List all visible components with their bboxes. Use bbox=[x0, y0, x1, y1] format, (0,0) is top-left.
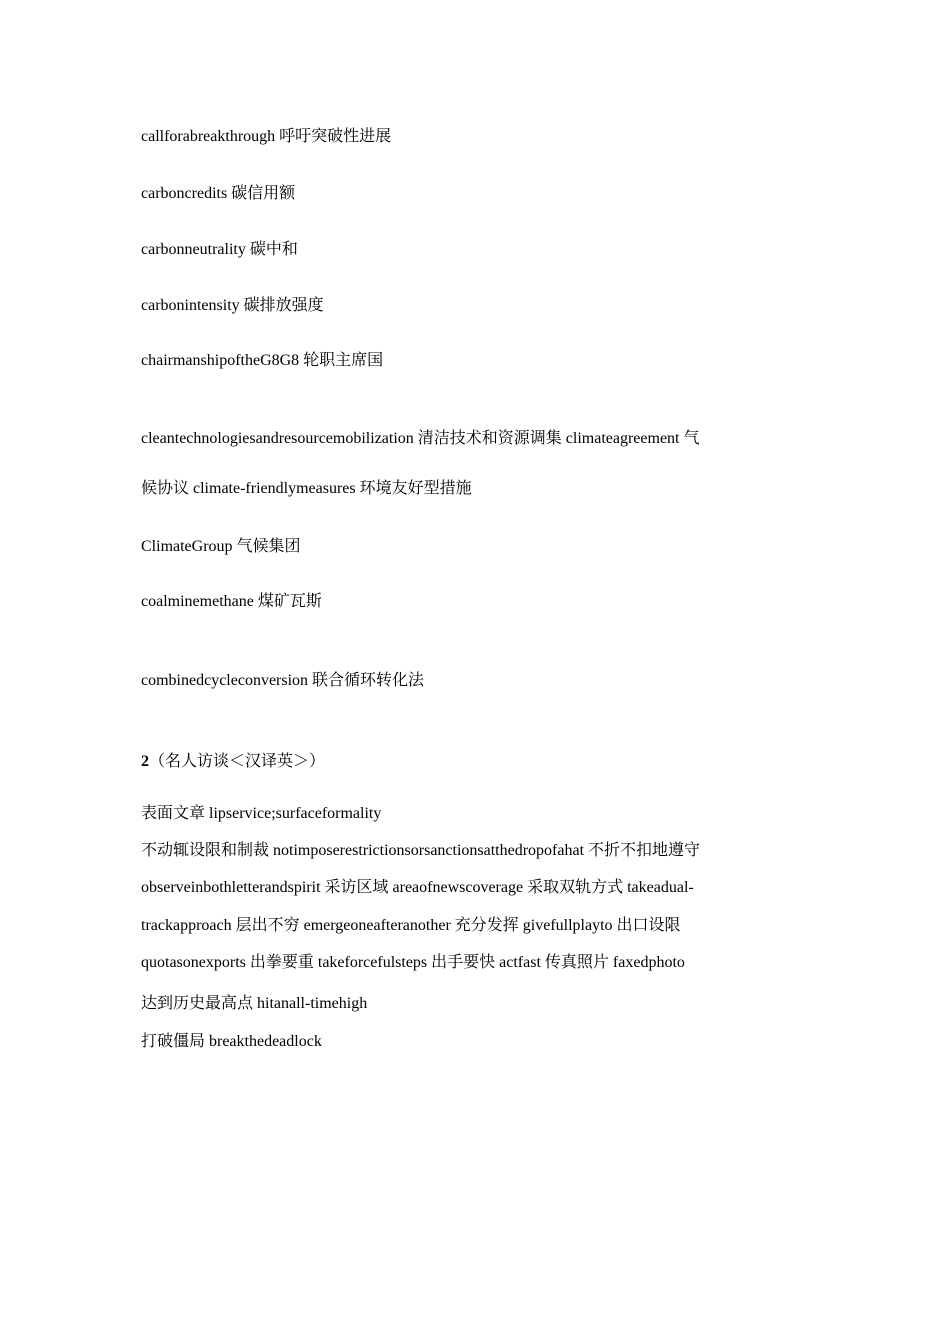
entry-observe-letter-spirit: observeinbothletterandspirit 采访区域 areaofnewscoverage 采取双轨方式 takeadual- bbox=[141, 879, 694, 896]
entry-carbon-intensity: carbonintensity 碳排放强度 bbox=[141, 297, 324, 314]
entry-break-deadlock: 打破僵局 breakthedeadlock bbox=[141, 1033, 322, 1050]
entry-climate-friendly: 候协议 climate-friendlymeasures 环境友好型措施 bbox=[141, 480, 472, 497]
entry-combined-cycle: combinedcycleconversion 联合循环转化法 bbox=[141, 672, 425, 689]
entry-carbon-credits: carboncredits 碳信用额 bbox=[141, 185, 296, 202]
entry-not-impose-restrictions: 不动辄设限和制裁 notimposerestrictionsorsanctionsatthedropofahat 不折不扣地遵守 bbox=[141, 842, 701, 859]
entry-call-for-breakthrough: callforabreakthrough 呼吁突破性进展 bbox=[141, 128, 392, 145]
entry-climate-group: ClimateGroup 气候集团 bbox=[141, 538, 301, 555]
entry-all-time-high: 达到历史最高点 hitanall-timehigh bbox=[141, 995, 368, 1012]
entry-carbon-neutrality: carbonneutrality 碳中和 bbox=[141, 241, 298, 258]
entry-quotas-exports: quotasonexports 出拳要重 takeforcefulsteps 出手要快 actfast 传真照片 faxedphoto bbox=[141, 954, 685, 971]
entry-coal-mine-methane: coalminemethane 煤矿瓦斯 bbox=[141, 593, 322, 610]
entry-dual-track: trackapproach 层出不穷 emergeoneafteranother 充分发挥 givefullplayto 出口设限 bbox=[141, 917, 681, 934]
section-heading-number: 2 bbox=[141, 753, 149, 770]
entry-clean-technologies: cleantechnologiesandresourcemobilization 清洁技术和资源调集 climateagreement 气 bbox=[141, 430, 700, 447]
section-heading bbox=[141, 752, 325, 772]
section-heading-text: （名人访谈＜汉译英＞） bbox=[149, 753, 326, 770]
entry-g8-chairmanship: chairmanshipoftheG8G8 轮职主席国 bbox=[141, 352, 384, 369]
entry-lip-service: 表面文章 lipservice;surfaceformality bbox=[141, 805, 382, 822]
